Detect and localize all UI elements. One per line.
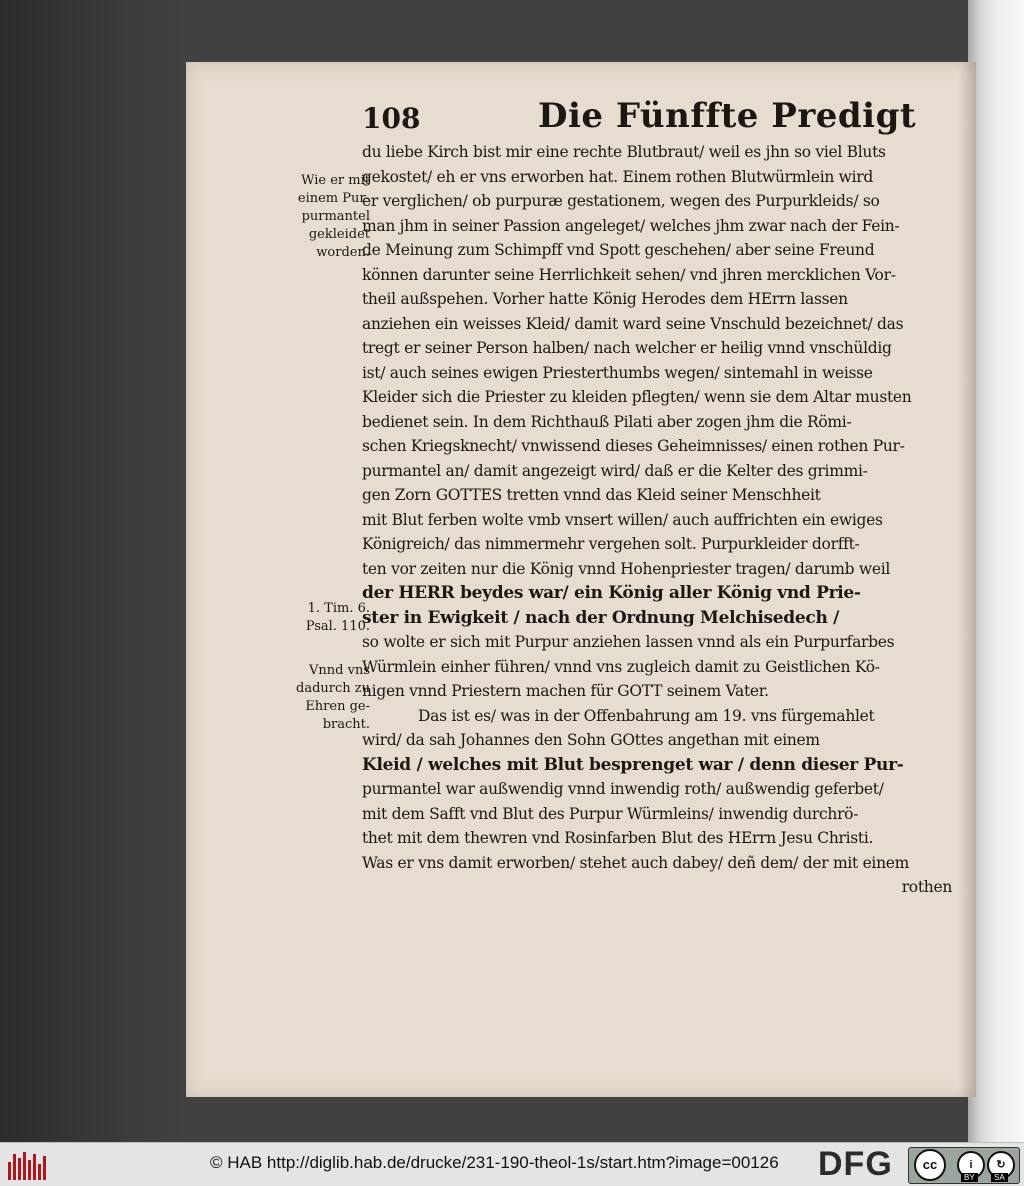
text-line: Königreich/ das nimmermehr vergehen solt. Purpurkleider dorfft- <box>362 535 860 553</box>
margin-note-line: Wie er mit <box>301 173 370 188</box>
text-line: ten vor zeiten nur die König vnnd Hohenpriester tragen/ darumb weil <box>362 559 891 578</box>
text-line: er verglichen/ ob purpuræ gestationem, wegen des Purpurkleids/ so <box>362 192 880 210</box>
margin-note-line: bracht. <box>322 717 370 732</box>
margin-note-line: einem Pur- <box>297 191 370 206</box>
text-line: können darunter seine Herrlichkeit sehen/ vnd jhren mercklichen Vor- <box>362 265 896 284</box>
sa-label: SA <box>991 1173 1008 1182</box>
cc-icon: cc <box>914 1149 946 1181</box>
text-line: schen Kriegsknecht/ vnwissend dieses Geheimnisses/ einen rothen Pur- <box>362 437 905 455</box>
margin-note-line: Vnnd vns <box>309 663 370 678</box>
margin-note-line: worden. <box>316 245 370 260</box>
running-title: Die Fünffte Predigt <box>538 96 917 136</box>
text-line: so wolte er sich mit Purpur anziehen lassen vnnd als ein Purpurfarbes <box>362 633 895 651</box>
page-number: 108 <box>362 102 421 135</box>
attribution-icon: i <box>957 1151 985 1179</box>
citation-link[interactable]: © HAB http://diglib.hab.de/drucke/231-190-theol-1s/start.htm?image=00126 <box>210 1153 779 1172</box>
text-line: mit dem Safft vnd Blut des Purpur Würmleins/ inwendig durchrö- <box>362 804 859 823</box>
text-line: ist/ auch seines ewigen Priesterthumbs wegen/ sintemahl in weisse <box>362 363 873 382</box>
book-page-edge <box>968 0 1024 1142</box>
text-line: nigen vnnd Priestern machen für GOTT seinem Vater. <box>362 682 769 700</box>
margin-note-line: dadurch zu <box>296 681 370 696</box>
text-line: du liebe Kirch bist mir eine rechte Blutbraut/ weil es jhn so viel Bluts <box>362 143 886 161</box>
hab-library-logo-icon[interactable] <box>8 1150 46 1180</box>
margin-note-line: gekleidet <box>308 227 370 242</box>
margin-note-purple-mantle <box>284 172 370 262</box>
text-line: man jhm in seiner Passion angeleget/ welches jhm zwar nach der Fein- <box>362 216 900 235</box>
by-label: BY <box>961 1173 978 1182</box>
book-page <box>186 62 976 1097</box>
text-line: gekostet/ eh er vns erworben hat. Einem rothen Blutwürmlein wird <box>362 167 874 186</box>
text-line: mit Blut ferben wolte vmb vnsert willen/ auch auffrichten ein ewiges <box>362 510 883 529</box>
text-line: purmantel an/ damit angezeigt wird/ daß er die Kelter des grimmi- <box>362 461 868 480</box>
text-line: wird/ da sah Johannes den Sohn GOttes angethan mit einem <box>362 731 820 749</box>
text-line: anziehen ein weisses Kleid/ damit ward seine Vnschuld bezeichnet/ das <box>362 314 904 333</box>
margin-note-line: purmantel <box>301 209 370 224</box>
text-line: Würmlein einher führen/ vnnd vns zugleich damit zu Geistlichen Kö- <box>362 657 880 676</box>
text-line: gen Zorn GOTTES tretten vnnd das Kleid seiner Menschheit <box>362 486 821 504</box>
text-line-emphasis: ster in Ewigkeit / nach der Ordnung Melchisedech / <box>362 607 840 628</box>
cc-license-badge[interactable] <box>908 1147 1020 1184</box>
margin-note-line: Psal. 110. <box>305 619 370 634</box>
paragraph-start-line: Das ist es/ was in der Offenbahrung am 19. vns fürgemahlet <box>418 706 875 725</box>
text-line: thet mit dem thewren vnd Rosinfarben Blut des HErrn Jesu Christi. <box>362 829 874 847</box>
text-line: tregt er seiner Person halben/ nach welcher er heilig vnnd vnschüldig <box>362 339 892 357</box>
dfg-logo[interactable]: DFG <box>818 1145 893 1183</box>
margin-note-honor <box>284 662 370 734</box>
text-line: de Meinung zum Schimpff vnd Spott geschehen/ aber seine Freund <box>362 241 875 259</box>
margin-note-line: Ehren ge- <box>305 699 370 714</box>
text-line: Kleider sich die Priester zu kleiden pflegten/ wenn sie dem Altar musten <box>362 388 912 406</box>
text-line: bedienet sein. In dem Richthauß Pilati aber zogen jhm die Römi- <box>362 412 852 431</box>
margin-note-references <box>284 600 370 636</box>
text-line-emphasis: der HERR beydes war/ ein König aller König vnd Prie- <box>362 583 861 603</box>
text-line-emphasis: Kleid / welches mit Blut besprenget war / denn dieser Pur- <box>362 754 904 775</box>
text-line: purmantel war außwendig vnnd inwendig roth/ außwendig geferbet/ <box>362 780 884 798</box>
margin-note-line: 1. Tim. 6. <box>307 601 370 616</box>
viewer-footer <box>0 1142 1024 1186</box>
text-line: theil außspehen. Vorher hatte König Herodes dem HErrn lassen <box>362 290 848 308</box>
text-line: Was er vns damit erworben/ stehet auch dabey/ deñ dem/ der mit einem <box>362 853 910 872</box>
sermon-body-text <box>362 140 952 900</box>
share-alike-icon: ↻ <box>987 1151 1015 1179</box>
catchword: rothen <box>901 878 952 896</box>
